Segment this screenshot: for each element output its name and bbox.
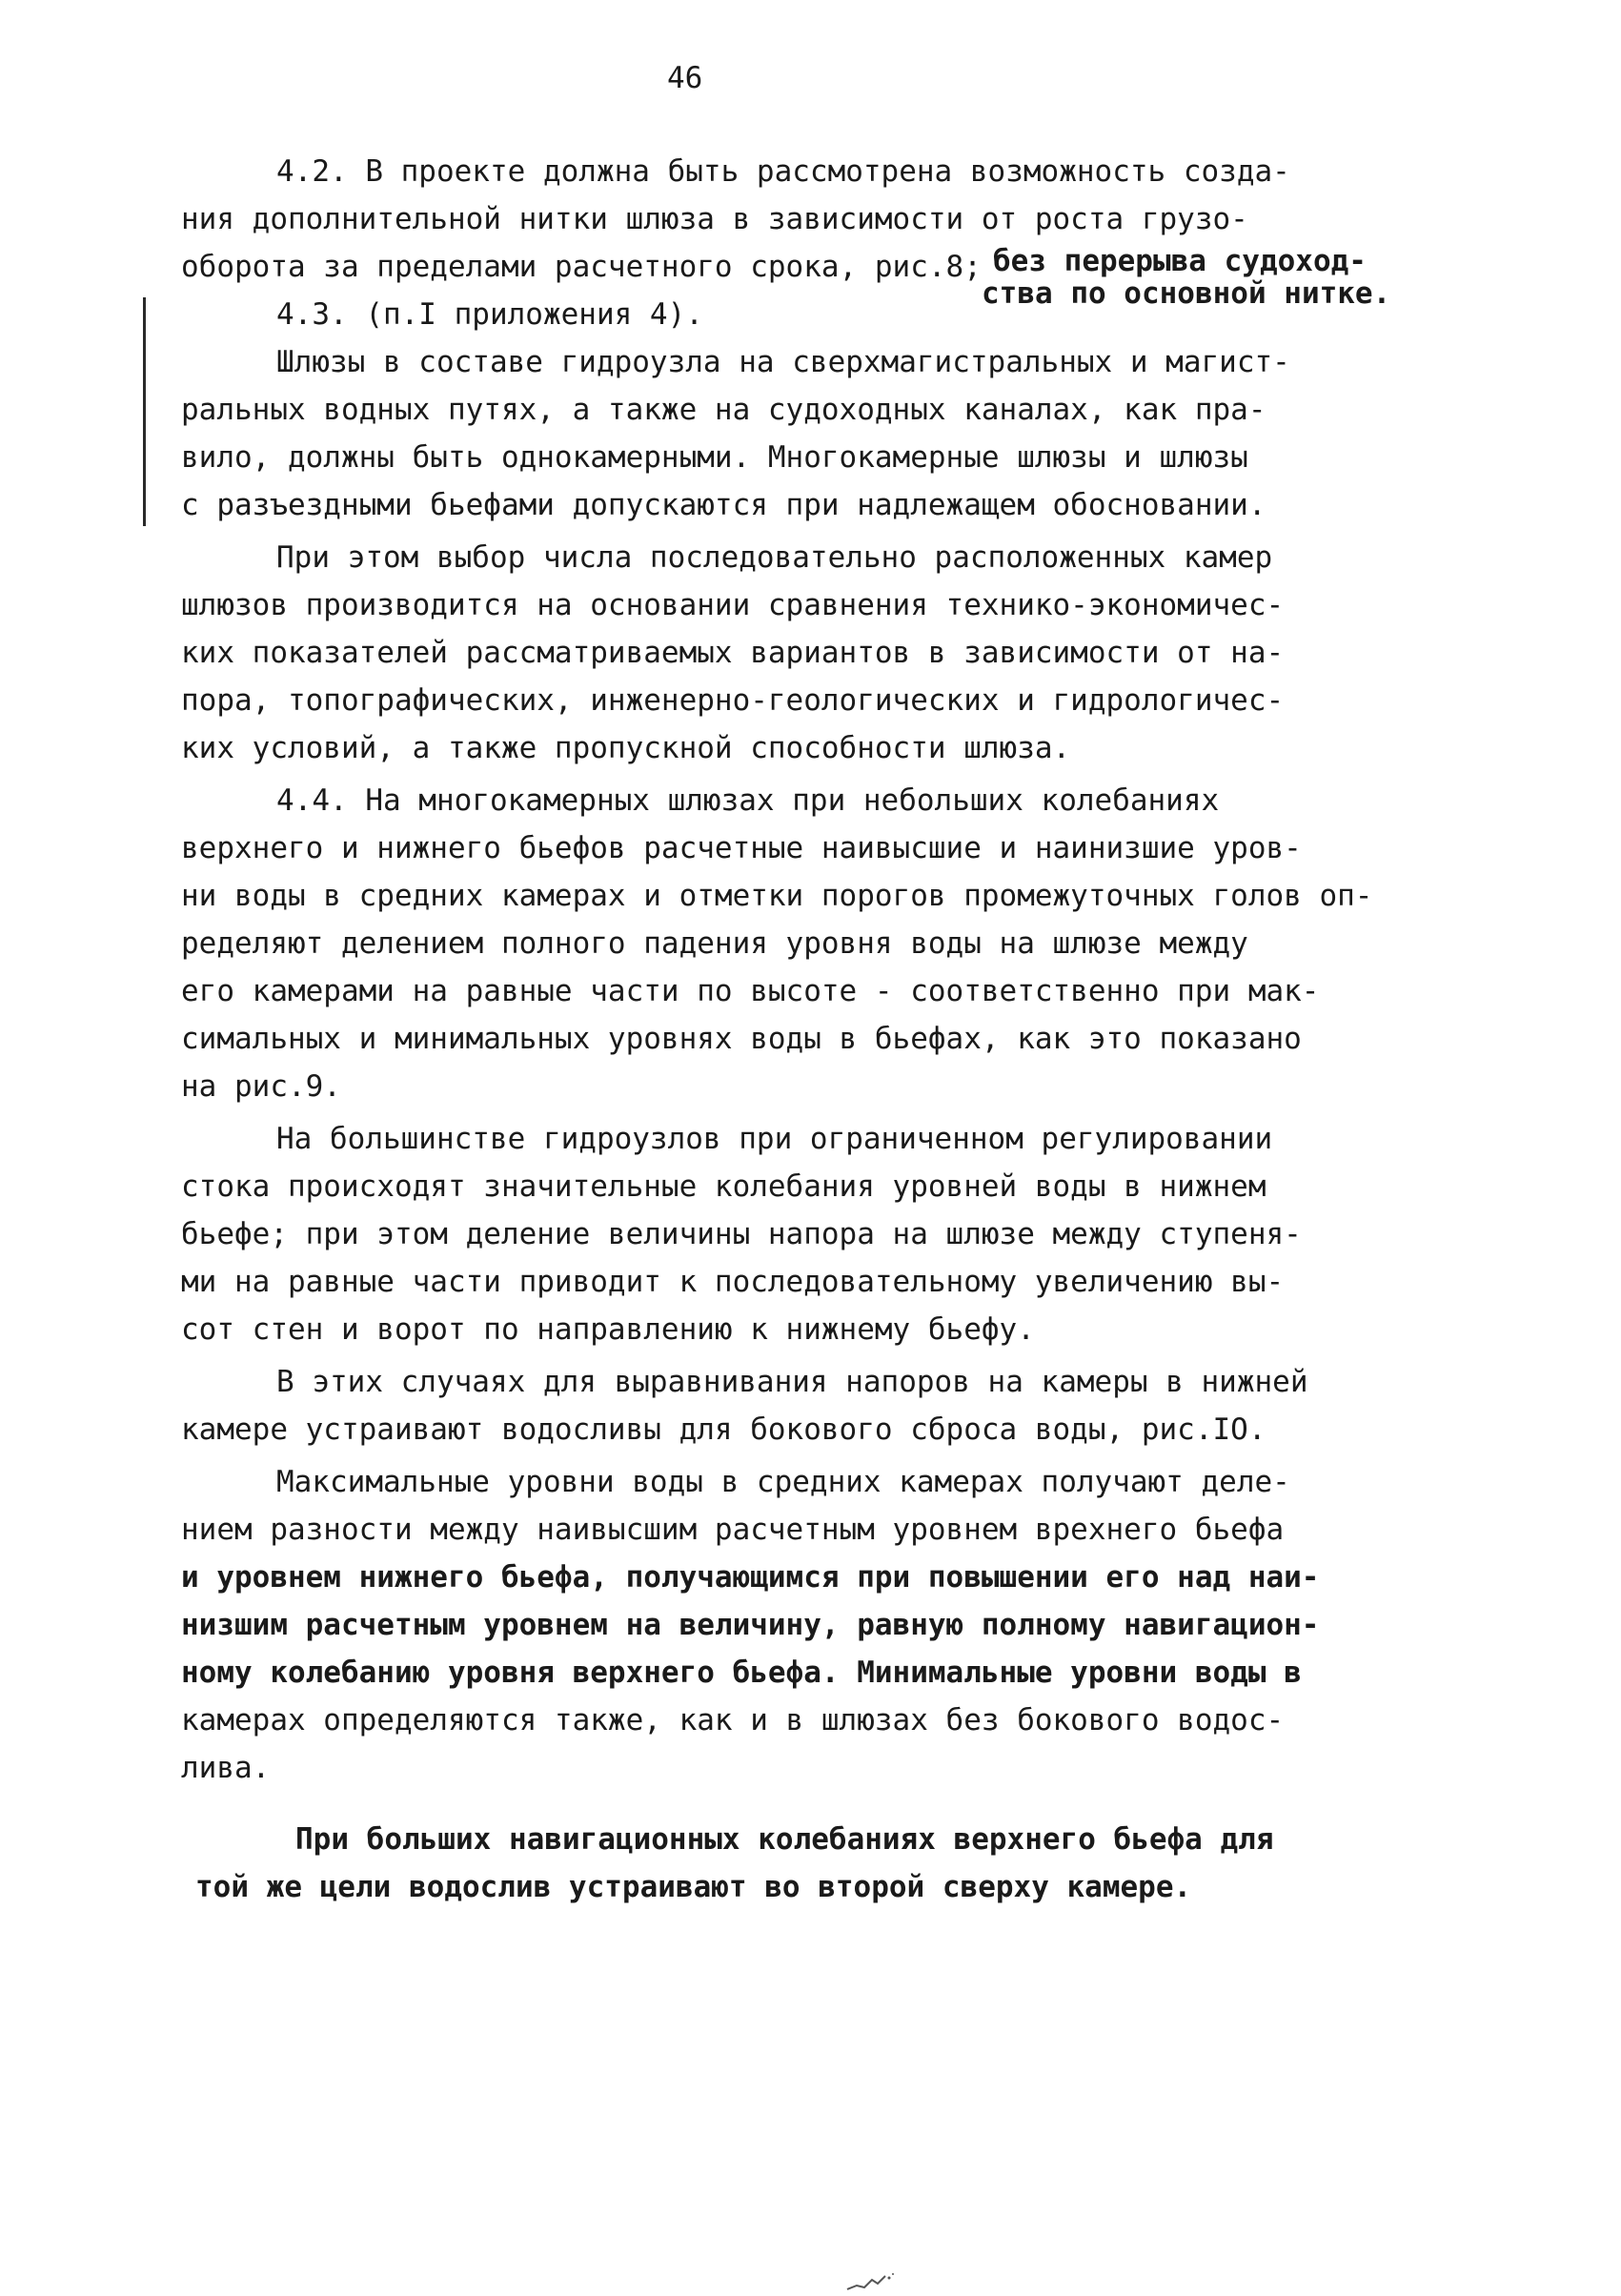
p1-line-1: 4.2. В проекте должна быть рассмотрена возможность созда- [276, 154, 1290, 189]
p7-line-2: нием разности между наивысшим расчетным уровнем врехнего бьефа [181, 1513, 1285, 1547]
p1-insert-line-1: без перерыва судоход- [993, 244, 1367, 278]
p5-line-5: сот стен и ворот по направлению к нижнему бьефу. [181, 1312, 1035, 1347]
p7-line-4: низшим расчетным уровнем на величину, равную полному навигацион- [181, 1608, 1320, 1642]
p2-line-2: ральных водных путях, а также на судоходных каналах, как пра- [181, 393, 1266, 427]
p4-line-7: на рис.9. [181, 1069, 341, 1104]
p3-line-2: шлюзов производится на основании сравнения технико-экономичес- [181, 588, 1285, 622]
p4-line-2: верхнего и нижнего бьефов расчетные наивысшие и наинизшие уров- [181, 831, 1302, 865]
p1-line-3: оборота за пределами расчетного срока, рис.8; [181, 250, 982, 284]
p4-line-6: симальных и минимальных уровнях воды в бьефах, как это показано [181, 1022, 1302, 1056]
p1-line-4: 4.3. (п.I приложения 4). [276, 297, 703, 332]
p5-line-1: На большинстве гидроузлов при ограниченном регулировании [276, 1122, 1273, 1156]
p7-line-3: и уровнем нижнего бьефа, получающимся при повышении его над наи- [181, 1560, 1320, 1595]
page-number: 46 [667, 61, 703, 95]
p4-line-1: 4.4. На многокамерных шлюзах при небольших колебаниях [276, 783, 1220, 818]
p3-line-3: ких показателей рассматриваемых вариантов в зависимости от на- [181, 636, 1285, 670]
p7-line-5: ному колебанию уровня верхнего бьефа. Минимальные уровни воды в [181, 1656, 1302, 1690]
p6-line-2: камере устраивают водосливы для бокового сброса воды, рис.IO. [181, 1412, 1266, 1447]
p6-line-1: В этих случаях для выравнивания напоров на камеры в нижней [276, 1365, 1308, 1399]
p3-line-5: ких условий, а также пропускной способности шлюза. [181, 731, 1071, 765]
p7-line-1: Максимальные уровни воды в средних камерах получают деле- [276, 1465, 1290, 1499]
p1-insert-line-2: ства по основной нитке. [982, 276, 1391, 311]
p2-line-3: вило, должны быть однокамерными. Многокамерные шлюзы и шлюзы [181, 440, 1248, 475]
p4-line-4: ределяют делением полного падения уровня воды на шлюзе между [181, 926, 1248, 961]
p8-line-2: той же цели водослив устраивают во второй сверху камере. [195, 1870, 1192, 1904]
p5-line-3: бьефе; при этом деление величины напора на шлюзе между ступеня- [181, 1217, 1302, 1251]
p2-line-4: с разъездными бьефами допускаются при надлежащем обосновании. [181, 488, 1266, 522]
p3-line-4: пора, топографических, инженерно-геологических и гидрологичес- [181, 683, 1285, 718]
p1-line-2: ния дополнительной нитки шлюза в зависимости от роста грузо- [181, 202, 1248, 236]
p4-line-3: ни воды в средних камерах и отметки порогов промежуточных голов оп- [181, 879, 1373, 913]
p7-line-7: лива. [181, 1751, 271, 1785]
p3-line-1: При этом выбор числа последовательно расположенных камер [276, 540, 1273, 575]
p2-line-1: Шлюзы в составе гидроузла на сверхмагистральных и магист- [276, 345, 1290, 379]
p7-line-6: камерах определяются также, как и в шлюзах без бокового водос- [181, 1703, 1285, 1737]
margin-change-bar [143, 297, 146, 526]
scan-artifact-mark [843, 2268, 901, 2295]
p4-line-5: его камерами на равные части по высоте - соответственно при мак- [181, 974, 1320, 1008]
p8-line-1: При больших навигационных колебаниях верхнего бьефа для [295, 1822, 1274, 1857]
p5-line-4: ми на равные части приводит к последовательному увеличению вы- [181, 1265, 1285, 1299]
p5-line-2: стока происходят значительные колебания уровней воды в нижнем [181, 1169, 1266, 1204]
